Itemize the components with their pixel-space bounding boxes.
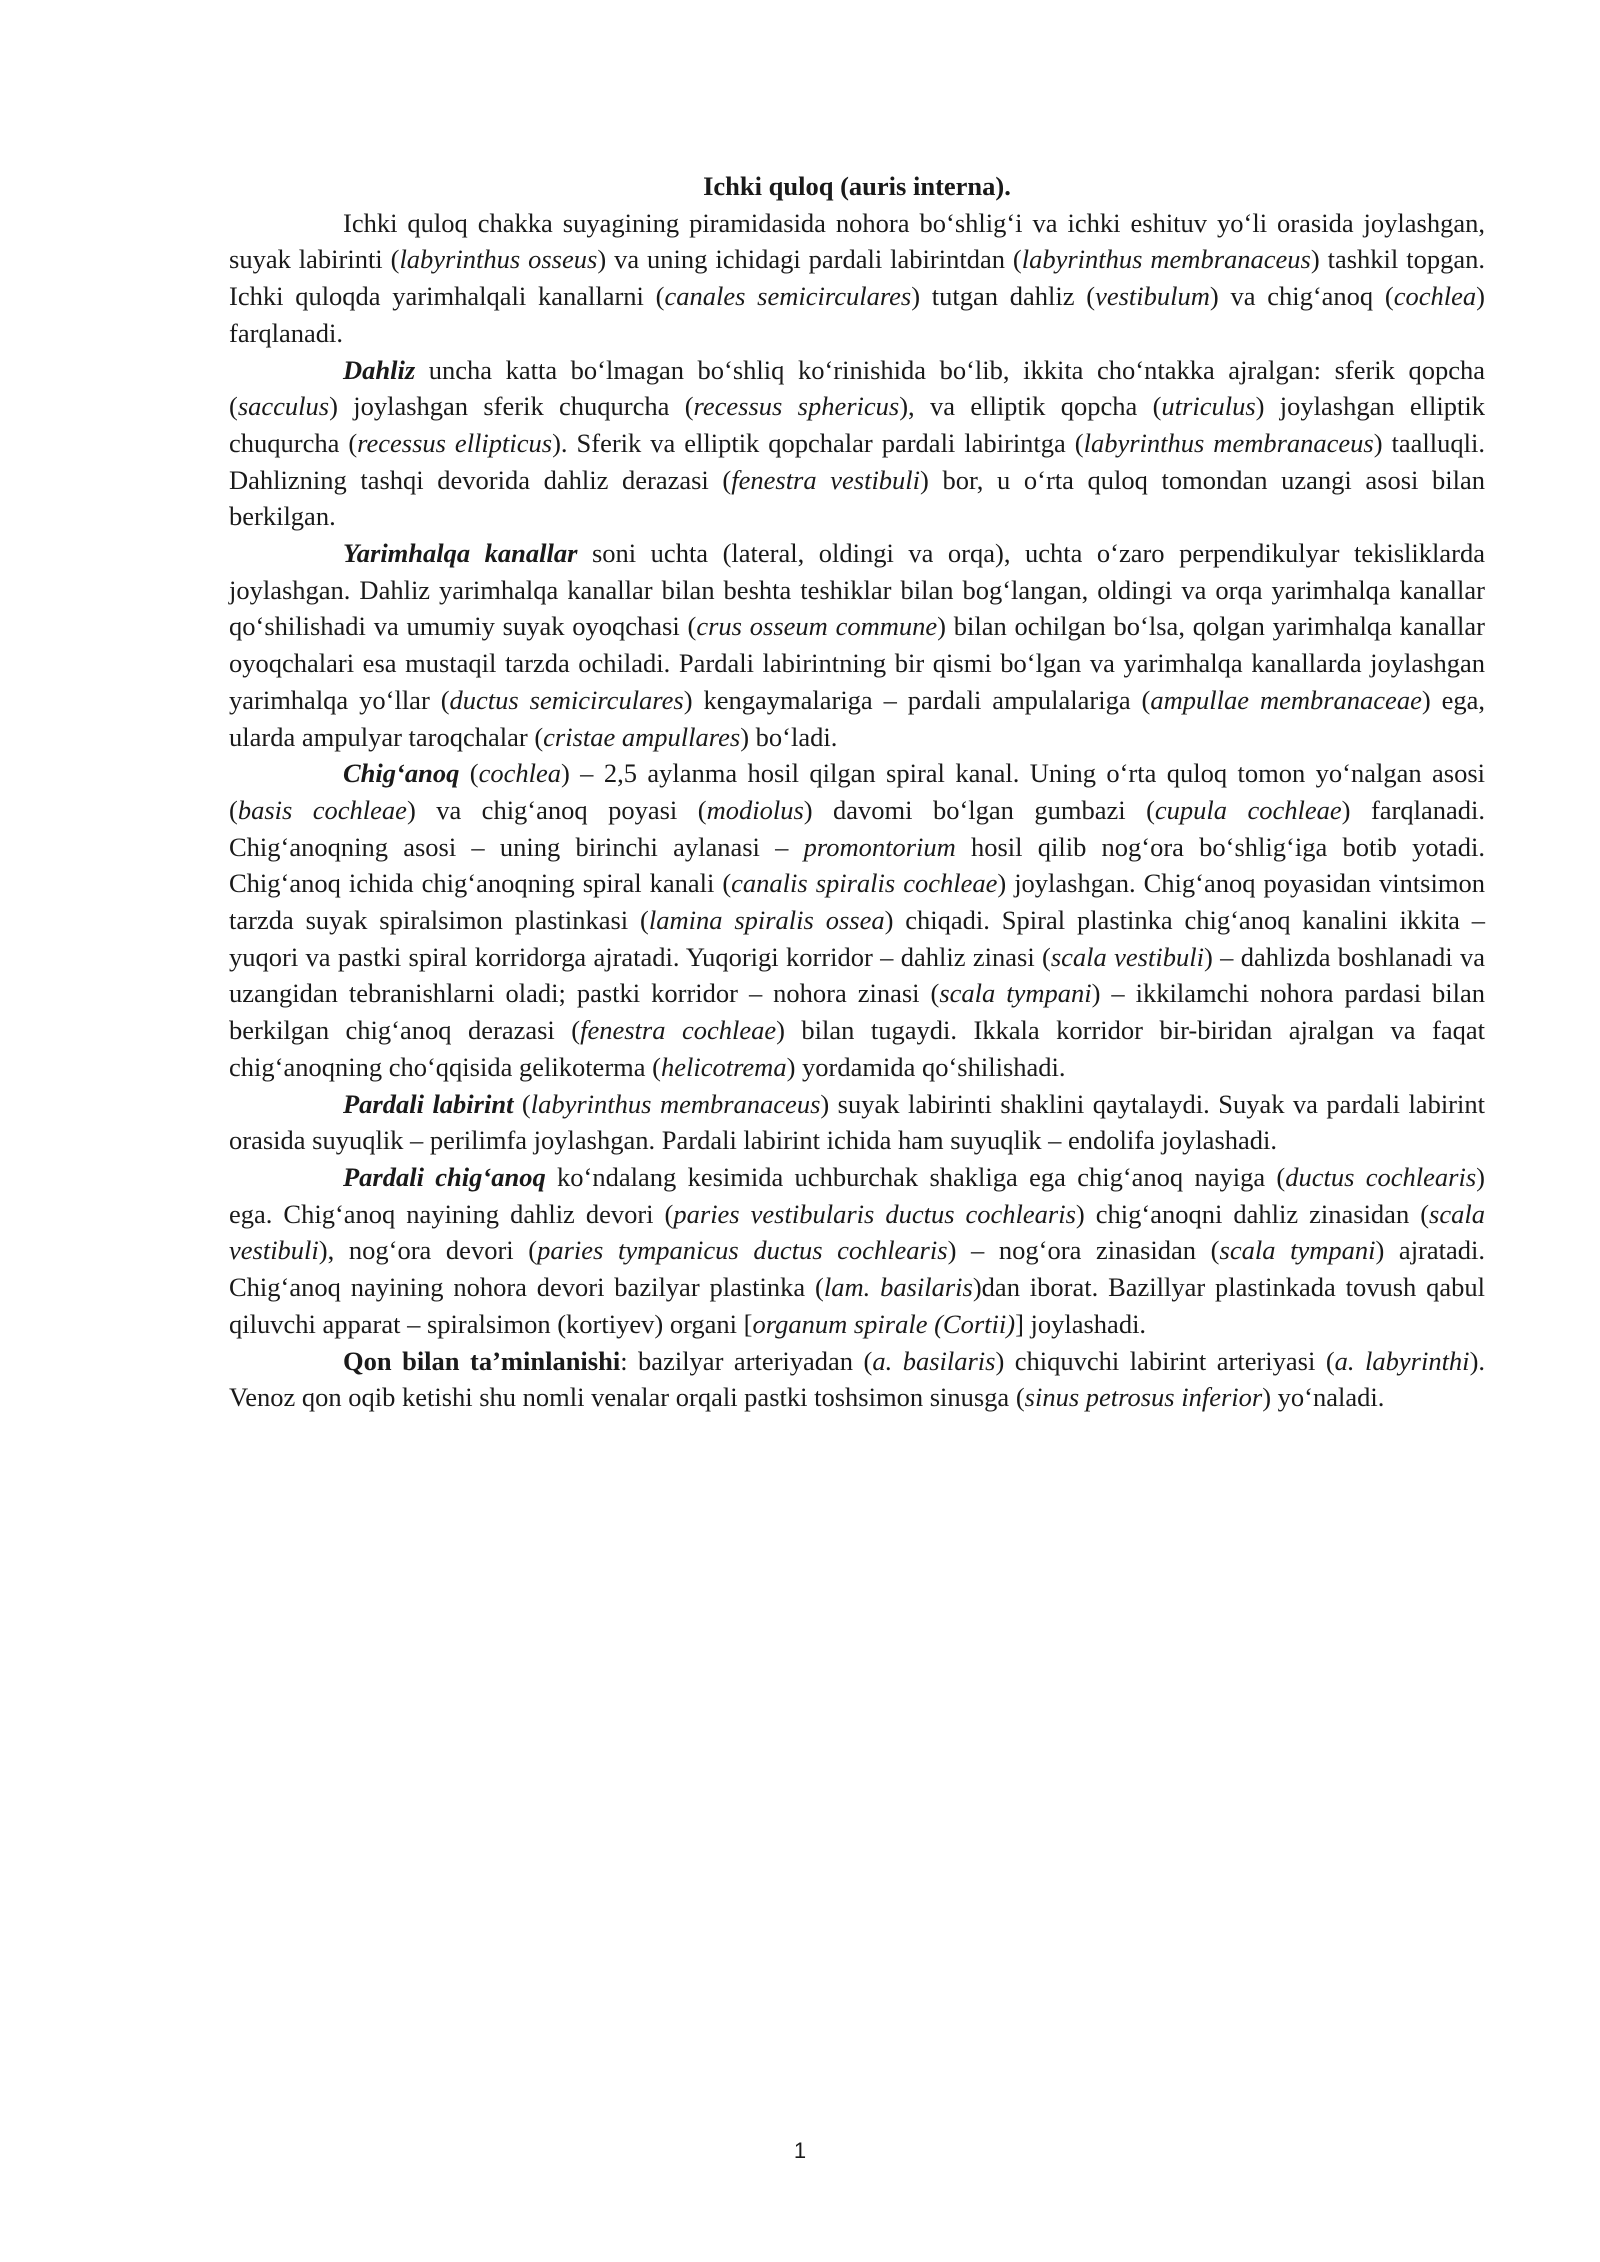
text-run: ) chiqadi. Spiral plastinka chig‘anoq kanalini ikkita – yuqori va pastki spiral korridorga ajratadi. Yuqorigi korridor – dahliz zinasi ( (229, 905, 1485, 972)
text-run: ) va chig‘anoq poyasi ( (406, 794, 707, 825)
text-run: ) bilan tugaydi. Ikkala korridor bir-biridan ajralgan va faqat chig‘anoqning cho‘qqisida gelikoterma ( (229, 1015, 1485, 1082)
latin-term: recessus sphericus (693, 391, 900, 422)
latin-term: cupula cochleae (1154, 794, 1342, 825)
page-number: 1 (793, 2138, 807, 2163)
page-title: Ichki quloq (auris interna). (703, 171, 1011, 201)
text-run: soni uchta (lateral, oldingi va orqa), uchta o‘zaro perpendikulyar tekisliklarda joylashgan. Dahliz yarimhalqa kanallar bilan beshta teshiklar bilan bog‘langan, oldingi va orqa yarimhalqa kanallar qo‘shilishadi va umumiy suyak oyoqchasi ( (229, 538, 1485, 642)
text-run: ) yo‘naladi. (1262, 1382, 1385, 1413)
latin-term: basis cochleae (237, 794, 407, 825)
text-run: ) ega. Chig‘anoq nayining dahliz devori ( (229, 1161, 1485, 1229)
latin-term: sacculus (237, 391, 330, 422)
paragraph-intro (229, 205, 1485, 352)
text-run: ) davomi bo‘lgan gumbazi ( (803, 794, 1155, 825)
latin-term: organum spirale (Cortii) (752, 1308, 1016, 1339)
text-run: ) bo‘ladi. (740, 721, 838, 752)
latin-term: lamina spiralis ossea (648, 905, 885, 936)
text-run: ) farqlanadi. Chig‘anoqning asosi – uning birinchi aylanasi – (229, 794, 1485, 862)
text-run: ) yordamida qo‘shilishadi. (786, 1051, 1066, 1082)
text-run: ) chiquvchi labirint arteriyasi ( (995, 1345, 1335, 1376)
latin-term: modiolus (706, 794, 804, 825)
latin-term: canales semicirculares (664, 281, 912, 312)
latin-term: sinus petrosus inferior (1024, 1382, 1263, 1413)
latin-term: scala vestibuli (229, 1198, 1485, 1266)
latin-term: canalis spiralis cochleae (731, 868, 998, 899)
text-run: ) bilan ochilgan bo‘lsa, qolgan yarimhalqa kanallar oyoqchalari esa mustaqil tarzda ochiladi. Pardali labirintning bir qismi bo‘lgan va yarimhalqa kanallarda joylashgan yarimhalqa yo‘llar ( (229, 611, 1485, 715)
text-run: ko‘ndalang kesimida uchburchak shakliga ega chig‘anoq nayiga ( (545, 1161, 1286, 1192)
text-run: ) va uning ichidagi pardali labirintdan ( (597, 244, 1022, 275)
text-run: Ichki quloq chakka suyagining piramidasida nohora bo‘shlig‘i va ichki eshituv yo‘li orasida joylashgan, suyak labirinti ( (229, 207, 1485, 275)
latin-term: recessus ellipticus (357, 427, 553, 458)
text-run: ). Venoz qon oqib ketishi shu nomli venalar orqali pastki toshsimon sinusga ( (229, 1345, 1486, 1413)
latin-term: helicotrema (660, 1051, 787, 1082)
text-run: ) bor, u o‘rta quloq tomondan uzangi asosi bilan berkilgan. (229, 464, 1485, 532)
latin-term: scala tympani (939, 978, 1092, 1009)
latin-term: fenestra vestibuli (731, 464, 921, 495)
text-run: ] joylashadi. (1015, 1308, 1147, 1339)
text-run: ) – ikkilamchi nohora pardasi bilan berkilgan chig‘anoq derazasi ( (229, 978, 1486, 1046)
latin-term: labyrinthus membranaceus (1083, 427, 1374, 458)
latin-term: cristae ampullares (543, 721, 741, 752)
latin-term: labyrinthus membranaceus (1021, 244, 1311, 275)
document-body (229, 168, 1485, 1416)
text-run: ) chig‘anoqni dahliz zinasidan ( (1075, 1198, 1430, 1229)
latin-term: scala vestibuli (1050, 941, 1204, 972)
latin-term: a. basilaris (872, 1345, 996, 1376)
latin-term: ductus semicirculares (449, 684, 684, 715)
latin-term: labyrinthus osseus (399, 244, 598, 275)
text-run: ) ajratadi. Chig‘anoq nayining nohora devori bazilyar plastinka ( (229, 1235, 1486, 1303)
text-run: ( (459, 758, 479, 789)
text-run: ) – 2,5 aylanma hosil qilgan spiral kanal. Uning o‘rta quloq tomon yo‘nalgan asosi ( (229, 758, 1485, 825)
text-run: ) va chig‘anoq ( (1209, 281, 1394, 312)
latin-term: lam. basilaris (823, 1272, 973, 1303)
text-run: ) farqlanadi. (229, 281, 1485, 348)
latin-term: paries vestibularis ductus cochlearis (673, 1198, 1076, 1229)
latin-term: fenestra cochleae (580, 1015, 777, 1046)
latin-term: a. labyrinthi (1334, 1345, 1470, 1376)
text-run: ) joylashgan. Chig‘anoq poyasidan vintsimon tarzda suyak spiralsimon plastinkasi ( (229, 868, 1485, 936)
paragraph-pardali-labirint (229, 1086, 1485, 1159)
latin-term: paries tympanicus ductus cochlearis (537, 1235, 948, 1266)
text-run: )dan iborat. Bazillyar plastinkada tovush qabul qiluvchi apparat – spiralsimon (kortiyev) organi [ (229, 1272, 1486, 1339)
text-run: ( (513, 1088, 531, 1119)
text-run: : bazilyar arteriyadan ( (620, 1345, 873, 1376)
latin-term: cochlea (478, 758, 561, 789)
text-run: ) joylashgan sferik chuqurcha ( (329, 391, 694, 422)
text-run: ) – dahlizda boshlanadi va uzangidan tebranishlarni oladi; pastki korridor – nohora zinasi ( (229, 941, 1485, 1009)
text-run: ) tashkil topgan. Ichki quloqda yarimhalqali kanallarni ( (229, 244, 1485, 312)
term-heading: Pardali labirint (343, 1088, 514, 1119)
text-run: ) ega, ularda ampulyar taroqchalar ( (229, 684, 1485, 752)
latin-term: promontorium (803, 831, 956, 862)
latin-term: ampullae membranaceae (1150, 684, 1422, 715)
text-run: uncha katta bo‘lmagan bo‘shliq ko‘rinishida bo‘lib, ikkita cho‘ntakka ajralgan: sferik qopcha ( (229, 354, 1485, 422)
paragraph-chiganoq (229, 755, 1485, 1085)
term-heading: Qon bilan ta’minlanishi (343, 1345, 621, 1376)
latin-term: labyrinthus membranaceus (530, 1088, 821, 1119)
latin-term: scala tympani (1219, 1235, 1376, 1266)
text-run: ) tutgan dahliz ( (911, 281, 1096, 312)
latin-term: crus osseum commune (696, 611, 938, 642)
text-run: hosil qilib nog‘ora bo‘shlig‘iga botib yotadi. Chig‘anoq ichida chig‘anoqning spiral kanali ( (229, 831, 1485, 899)
term-heading: Yarimhalqa kanallar (343, 538, 578, 569)
latin-term: cochlea (1393, 281, 1477, 312)
text-run: ) joylashgan elliptik chuqurcha ( (229, 391, 1485, 458)
latin-term: utriculus (1161, 391, 1256, 422)
latin-term: ductus cochlearis (1285, 1161, 1477, 1192)
paragraph-qon-bilan-taminlanishi (229, 1343, 1485, 1416)
term-heading: Pardali chig‘anoq (343, 1161, 546, 1192)
term-heading: Chig‘anoq (343, 758, 460, 789)
paragraph-yarimhalqa-kanallar (229, 535, 1485, 755)
text-run: ). Sferik va elliptik qopchalar pardali labirintga ( (552, 427, 1084, 458)
latin-term: vestibulum (1095, 281, 1210, 312)
paragraph-dahliz (229, 352, 1485, 536)
text-run: ) – nog‘ora zinasidan ( (947, 1235, 1220, 1266)
text-run: ) suyak labirinti shaklini qaytalaydi. Suyak va pardali labirint orasida suyuqlik – perilimfa joylashgan. Pardali labirint ichida ham suyuqlik – endolifa joylashadi. (229, 1088, 1485, 1156)
text-run: ), va elliptik qopcha ( (899, 391, 1162, 422)
term-heading: Dahliz (343, 354, 416, 385)
paragraph-list (229, 205, 1485, 1416)
paragraph-pardali-chiganoq (229, 1159, 1485, 1343)
text-run: ) taalluqli. Dahlizning tashqi devorida dahliz derazasi ( (229, 427, 1486, 495)
text-run: ), nog‘ora devori ( (318, 1235, 538, 1266)
text-run: ) kengaymalariga – pardali ampulalariga ( (683, 684, 1151, 715)
